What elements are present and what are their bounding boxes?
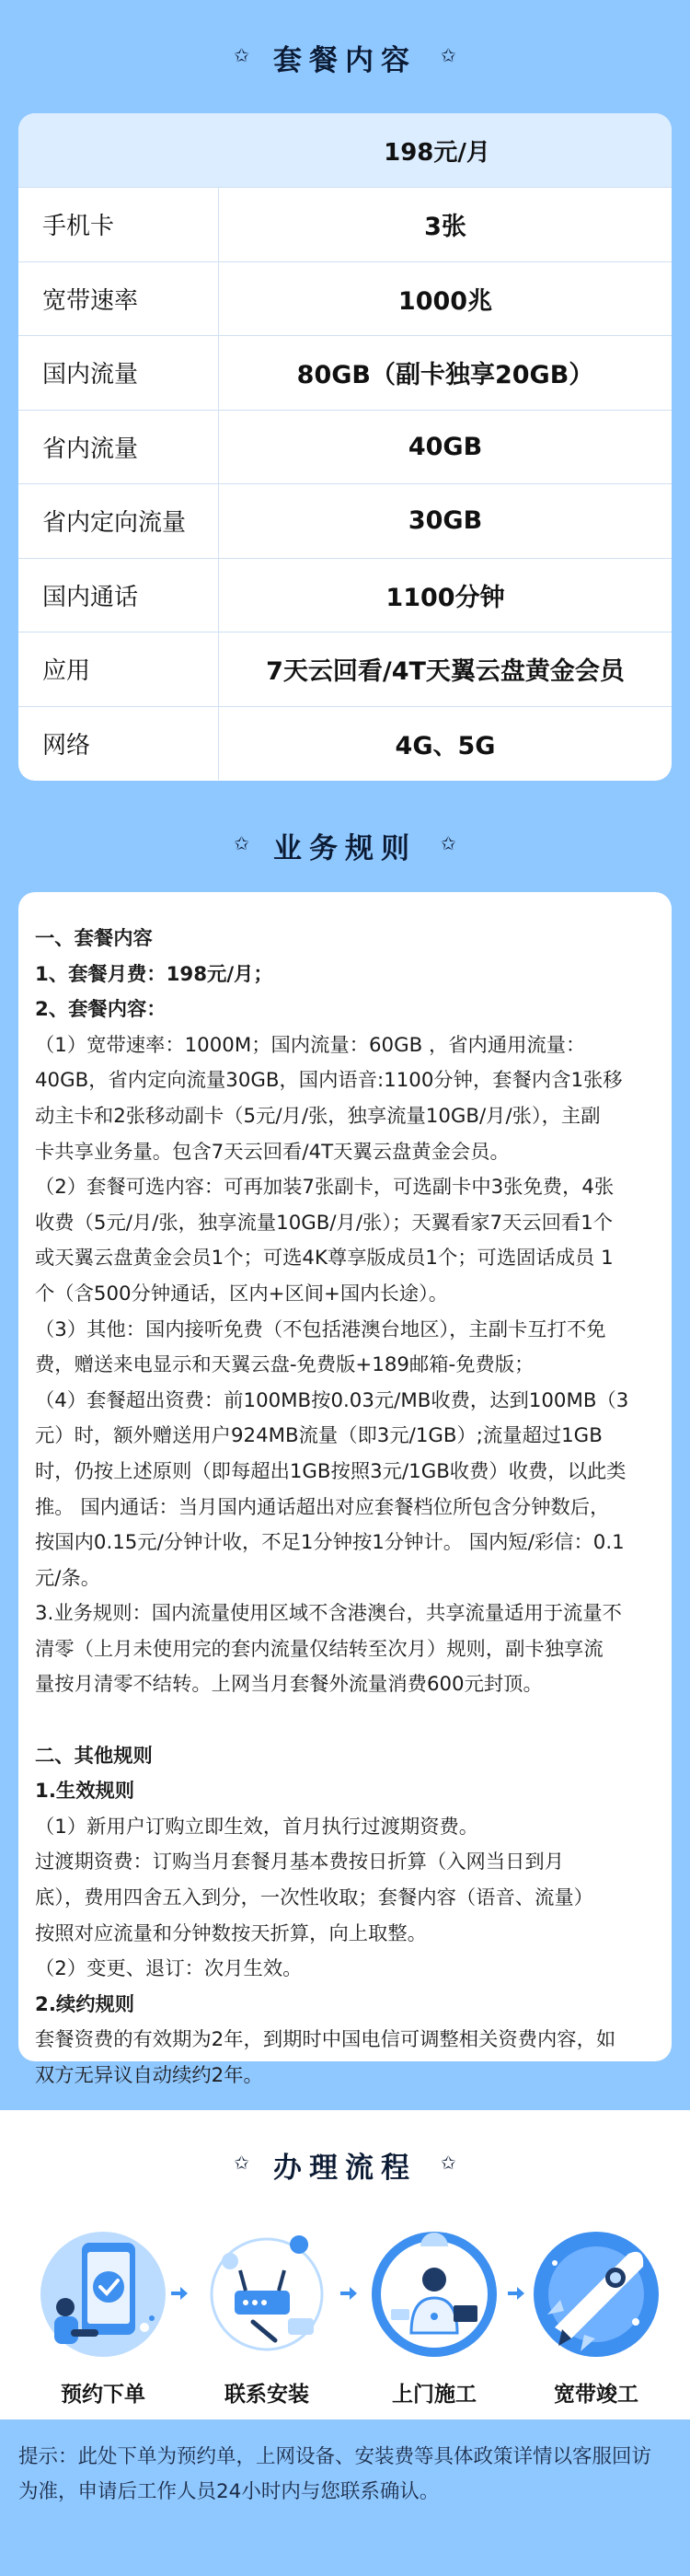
rule-text-line: （1）宽带速率：1000M；国内流量：60GB ，省内通用流量： <box>35 1033 586 1057</box>
step-label: 预约下单 <box>61 2383 145 2407</box>
rule-text-line: 个（含500分钟通话，区内+区间+国内长途）。 <box>35 1282 449 1305</box>
rule-text-line: 元/条。 <box>35 1566 101 1590</box>
rule-text-line: （1）新用户订购立即生效，首月执行过渡期资费。 <box>35 1815 479 1839</box>
star-icon: ✩ <box>441 831 456 854</box>
table-row <box>18 706 672 781</box>
row-label: 宽带速率 <box>18 262 219 336</box>
table-row <box>18 335 672 410</box>
rule-text-line: 按国内0.15元/分钟计收，不足1分钟按1分钟计。 国内短/彩信：0.1 <box>35 1531 625 1555</box>
rule-text-line: （4）套餐超出资费：前100MB按0.03元/MB收费，达到100MB（3 <box>35 1388 629 1412</box>
step-label: 联系安装 <box>224 2383 309 2407</box>
row-label: 国内流量 <box>18 336 219 410</box>
star-icon: ✩ <box>234 831 249 854</box>
package-table <box>18 113 672 781</box>
row-value: 30GB <box>408 506 483 536</box>
notice-box <box>0 2419 690 2576</box>
rule-text-line: （2）变更、退订：次月生效。 <box>35 1957 303 1981</box>
rule-text-line: 双方无异议自动续约2年。 <box>35 2064 263 2087</box>
row-value: 80GB（副卡独享20GB） <box>296 361 594 390</box>
arrow-right-icon <box>169 2285 190 2302</box>
row-label: 网络 <box>18 707 219 781</box>
rule-text-line: 底），费用四舍五入到分，一次性收取；套餐内容（语音、流量） <box>35 1886 593 1910</box>
process-step <box>29 2226 177 2408</box>
notice-text: 提示：此处下单为预约单，上网设备、安装费等具体政策详情以客服回访 <box>18 2445 652 2468</box>
row-value: 4G、5G <box>395 731 496 760</box>
package-price-header: 198元/月 <box>18 113 672 187</box>
router-install-icon <box>198 2226 336 2362</box>
rule-text-line: 或天翼云盘黄金会员1个；可选4K尊享版成员1个；可选固话成员 1 <box>35 1247 614 1271</box>
table-row <box>18 187 672 261</box>
rocket-icon <box>527 2226 665 2362</box>
phone-checkmark-icon <box>34 2226 172 2362</box>
table-row <box>18 483 672 558</box>
rule-text-line: 二、其他规则 <box>35 1744 153 1768</box>
step-label: 上门施工 <box>392 2383 477 2407</box>
rule-text-line: 元）时，额外赠送用户924MB流量（即3元/1GB）;流量超过1GB <box>35 1424 603 1448</box>
row-value: 1000兆 <box>397 286 493 316</box>
rule-text-line: 1.生效规则 <box>35 1780 135 1804</box>
rule-text-line: （2）套餐可选内容：可再加装7张副卡，可选副卡中3张免费，4张 <box>35 1176 615 1200</box>
rule-text-line: 1、套餐月费：198元/月； <box>35 962 273 986</box>
process-step <box>361 2226 508 2408</box>
rule-text-line: 动主卡和2张移动副卡（5元/月/张，独享流量10GB/月/张），主副 <box>35 1104 601 1128</box>
row-value: 1100分钟 <box>385 583 505 612</box>
star-icon: ✩ <box>441 2151 456 2174</box>
technician-icon <box>365 2226 503 2362</box>
table-row <box>18 558 672 632</box>
rule-text-line <box>35 1703 655 1739</box>
rule-text-line: 2、套餐内容： <box>35 998 167 1022</box>
star-icon: ✩ <box>234 2151 249 2174</box>
rule-text-line: 2.续约规则 <box>35 1992 135 2016</box>
star-icon: ✩ <box>441 43 456 66</box>
rule-text-line: 清零（上月未使用完的套内流量仅结转至次月）规则，副卡独享流 <box>35 1637 604 1661</box>
rule-text-line: 过渡期资费：订购当月套餐月基本费按日折算（入网当日到月 <box>35 1851 565 1874</box>
process-section-title: ✩ 办理流程 ✩ <box>234 2151 456 2185</box>
row-label: 省内定向流量 <box>18 484 219 558</box>
rule-text-line: 卡共享业务量。包含7天云回看/4T天翼云盘黄金会员。 <box>35 1140 510 1164</box>
arrow-right-icon <box>339 2285 359 2302</box>
rule-text-line: （3）其他：国内接听免费（不包括港澳台地区），主副卡互打不免 <box>35 1317 606 1341</box>
rule-text-line: 40GB，省内定向流量30GB，国内语音:1100分钟，套餐内含1张移 <box>35 1069 623 1093</box>
row-label: 手机卡 <box>18 188 219 261</box>
table-row <box>18 261 672 336</box>
notice-text: 为准，申请后工作人员24小时内与您联系确认。 <box>18 2480 440 2503</box>
step-label: 宽带竣工 <box>554 2383 638 2407</box>
rule-text-line: 费，赠送来电显示和天翼云盘-免费版+189邮箱-免费版； <box>35 1353 535 1377</box>
rule-text-line: 按照对应流量和分钟数按天折算，向上取整。 <box>35 1921 427 1945</box>
rules-content <box>18 892 672 2087</box>
row-label: 国内通话 <box>18 559 219 632</box>
rule-text-line: 一、套餐内容 <box>35 927 153 950</box>
rule-text-line: 推。 国内通话：当月国内通话超出对应套餐档位所包含分钟数后， <box>35 1495 610 1519</box>
process-step <box>193 2226 340 2408</box>
table-row <box>18 410 672 484</box>
row-value: 7天云回看/4T天翼云盘黄金会员 <box>266 657 625 687</box>
star-icon: ✩ <box>234 43 249 66</box>
row-value: 40GB <box>408 432 483 461</box>
package-section-title: ✩ 套餐内容 ✩ <box>234 43 456 77</box>
rule-text-line: 3.业务规则：国内流量使用区域不含港澳台，共享流量适用于流量不 <box>35 1602 622 1626</box>
process-steps <box>0 2226 690 2410</box>
rule-text-line: 量按月清零不结转。上网当月套餐外流量消费600元封顶。 <box>35 1673 543 1697</box>
table-row <box>18 632 672 706</box>
rule-text-line: 套餐资费的有效期为2年，到期时中国电信可调整相关资费内容，如 <box>35 2028 616 2052</box>
rule-text-line: 时，仍按上述原则（即每超出1GB按照3元/1GB收费）收费，以此类 <box>35 1459 627 1483</box>
row-value: 3张 <box>424 213 466 242</box>
process-step <box>523 2226 670 2408</box>
row-label: 省内流量 <box>18 411 219 484</box>
rules-section-title: ✩ 业务规则 ✩ <box>234 831 456 865</box>
row-label: 应用 <box>18 632 219 706</box>
rule-text-line: 收费（5元/月/张，独享流量10GB/月/张）；天翼看家7天云回看1个 <box>35 1211 614 1235</box>
